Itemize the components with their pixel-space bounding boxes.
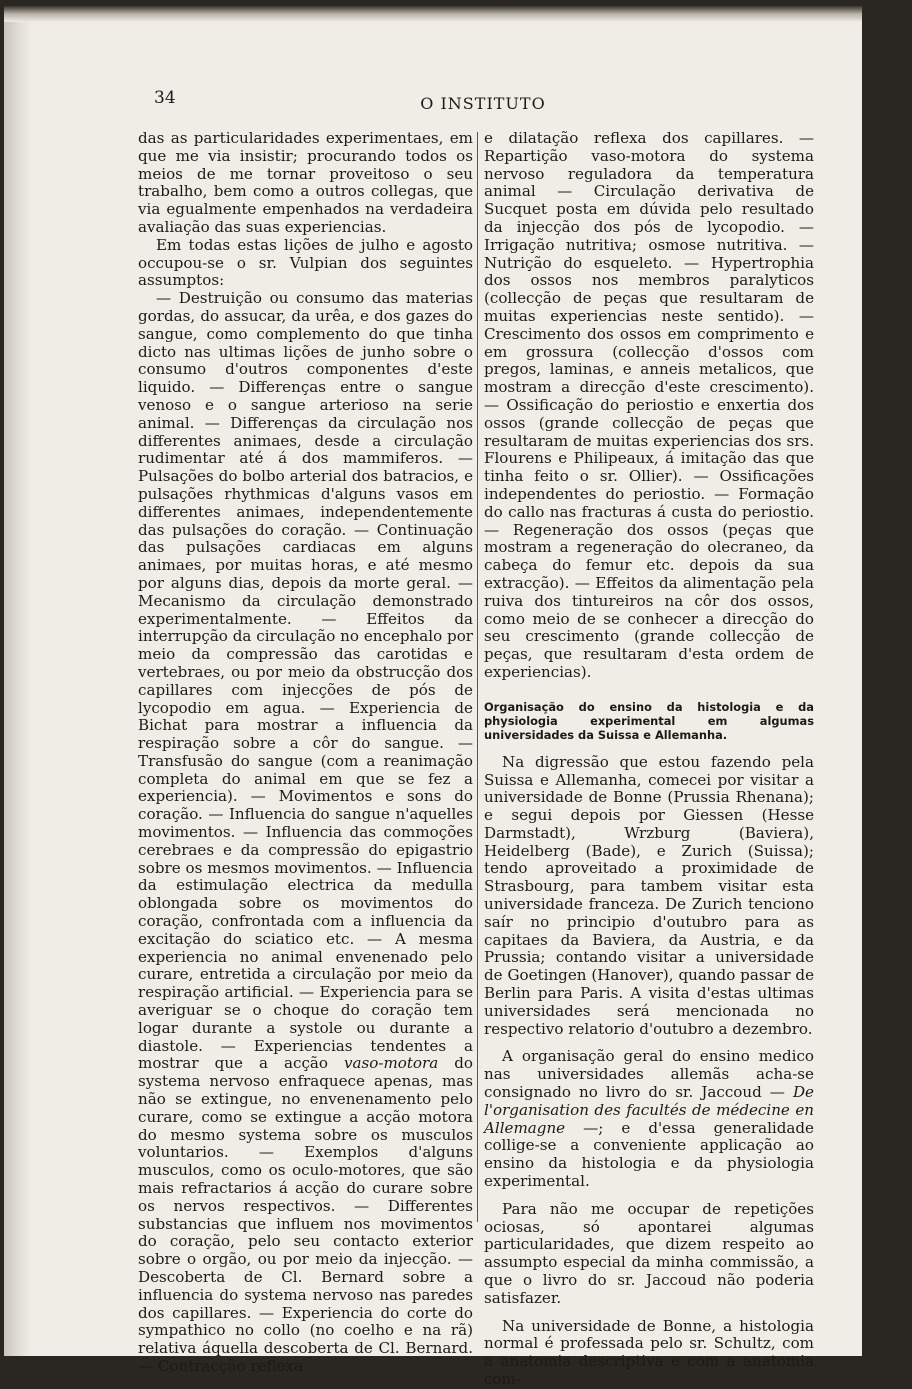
right-paragraph-5: Na universidade de Bonne, a histologia normal é professada pelo sr. Schultz, com a anatomia descriptiva e com a anatomia com- xyxy=(484,1316,814,1388)
left-paragraph-1: das as particularidades experimentaes, em que me via insistir; procurando todos os meios de me tornar proveitoso o seu trabalho, bem como a outros collegas, que via egualmente empenhados na verdadeira avaliação das suas experiencias. xyxy=(138,129,473,236)
book-page xyxy=(4,6,862,1388)
left-paragraph-3-italic: vaso-motora xyxy=(344,1054,439,1073)
left-paragraph-3-part-b: do systema nervoso enfraquece apenas, mas não se extingue, no envenenamento pelo curare, como se extingue a acção motora do mesmo systema sobre os musculos voluntarios. — Exemplos d'alguns musculos, como os oculo-motores, que são mais refractarios á acção do curare sobre os nervos respectivos. — Differentes substancias que influem nos movimentos do coração, pelo seu contacto exterior sobre o orgão, ou por meio da injecção. — Descoberta de Cl. Bernard sobre a influencia do systema nervoso nas paredes dos capillares. — Experiencia do corte do sympathico no collo (no coelho e na rã) relativa áquella descoberta de Cl. Bernard. — Contracção reflexa xyxy=(138,1054,473,1375)
running-title: O INSTITUTO xyxy=(420,94,546,113)
right-paragraph-4: Para não me occupar de repetições ociosas, só apontarei algumas particularidades, que dizem respeito ao assumpto especial da minha commissão, a que o livro do sr. Jaccoud não poderia satisfazer. xyxy=(484,1199,814,1307)
right-column xyxy=(484,130,814,1389)
page-number: 34 xyxy=(154,88,176,108)
left-column xyxy=(138,130,473,1376)
section-heading: Organisação do ensino da histologia e da physiologia experimental em algumas universidades da Suissa e Allemanha. xyxy=(484,699,814,742)
left-paragraph-3-part-a: — Destruição ou consumo das materias gordas, do assucar, da urêa, e dos gazes do sangue, como complemento do que tinha dicto nas ultimas lições de junho sobre o consumo d'outros componentes d'este liquido. — Differenças entre o sangue venoso e o sangue arterioso na serie animal. — Differenças da circulação nos differentes animaes, desde a circulação rudimentar até á dos mammiferos. — Pulsações do bolbo arterial dos batracios, e pulsações rhythmicas d'alguns vasos em differentes animaes, independentemente das pulsações do coração. — Continuação das pulsações cardiacas em alguns animaes, por muitas horas, e até mesmo por alguns dias, depois da morte geral. — Mecanismo da circulação demonstrado experimentalmente. — Effeitos da interrupção da circulação no encephalo por meio da compressão das carotidas e vertebraes, ou por meio da obstrucção dos capillares com injecções de pós de lycopodio em agua. — Experiencia de Bichat para mostrar a influencia da respiração sobre a côr do sangue. — Transfusão do sangue (com a reanimação completa do animal em que se fez a experiencia). — Movimentos e sons do coração. — Influencia do sangue n'aquelles movimentos. — Influencia das commoções cerebraes e da compressão do epigastrio sobre os mesmos movimentos. — Influencia da estimulação electrica da medulla oblongada sobre os movimentos do coração, confrontada com a influencia da excitação do sciatico etc. — A mesma experiencia no animal envenenado pelo curare, entretida a circulação por meio da respiração artificial. — Experiencia para se averiguar se o choque do coração tem logar durante a systole ou durante a diastole. — Experiencias tendentes a mostrar que a acção xyxy=(138,289,473,1073)
left-paragraph-3 xyxy=(138,290,473,1376)
right-paragraph-3-italic: De l'organisation des facultés de médecine en Allemagne xyxy=(484,1083,814,1137)
page-gutter xyxy=(4,6,32,1356)
right-paragraph-1: e dilatação reflexa dos capillares. — Repartição vaso-motora do systema nervoso reguladora da temperatura animal — Circulação derivativa de Sucquet posta em dúvida pelo resultado da injecção dos pós de lycopodio. — Irrigação nutritiva; osmose nutritiva. — Nutrição do esqueleto. — Hypertrophia dos ossos nos membros paralyticos (collecção de peças que resultaram de muitas experiencias neste sentido). — Crescimento dos ossos em comprimento e em grossura (collecção d'ossos com pregos, laminas, e anneis metalicos, que mostram a direcção d'este crescimento). — Ossificação do periostio e enxertia dos ossos (grande collecção de peças que resultaram de muitas experiencias dos srs. Flourens e Philipeaux, á imitação das que tinha feito o sr. Ollier). — Ossificações independentes do periostio. — Formação do callo nas fracturas á custa do periostio. — Regeneração dos ossos (peças que mostram a regeneração do olecraneo, da cabeça do femur etc. depois da sua extracção). — Effeitos da alimentação pela ruiva dos tintureiros na côr dos ossos, como meio de se conhecer a direcção do seu crescimento (grande collecção de peças, que resultaram d'esta ordem de experiencias). xyxy=(484,129,814,681)
left-paragraph-2: Em todas estas lições de julho e agosto occupou-se o sr. Vulpian dos seguintes assumptos: xyxy=(138,235,473,290)
page-top-edge xyxy=(4,6,862,22)
column-divider xyxy=(477,132,478,1222)
right-paragraph-2: Na digressão que estou fazendo pela Suissa e Allemanha, comecei por visitar a universidade de Bonne (Prussia Rhenana); e segui depois por Giessen (Hesse Darmstadt), Wrzburg (Baviera), Heidelberg (Bade), e Zurich (Suissa); tendo aproveitado a proximidade de Strasbourg, para tambem visitar esta universidade franceza. De Zurich tenciono saír no principio d'outubro para as capitaes da Baviera, da Austria, e da Prussia; contando visitar a universidade de Goetingen (Hanover), quando passar de Berlin para Paris. A visita d'estas ultimas universidades será mencionada no respectivo relatorio d'outubro a dezembro. xyxy=(484,752,814,1038)
right-paragraph-3 xyxy=(484,1048,814,1190)
right-paragraph-3-part-a: A organisação geral do ensino medico nas universidades allemãs acha-se consignado no livro do sr. Jaccoud — xyxy=(484,1047,814,1102)
right-paragraph-3-part-b: —; e d'essa generalidade collige-se a conveniente applicação ao ensino da histologia e da physiologia experimental. xyxy=(484,1118,814,1191)
